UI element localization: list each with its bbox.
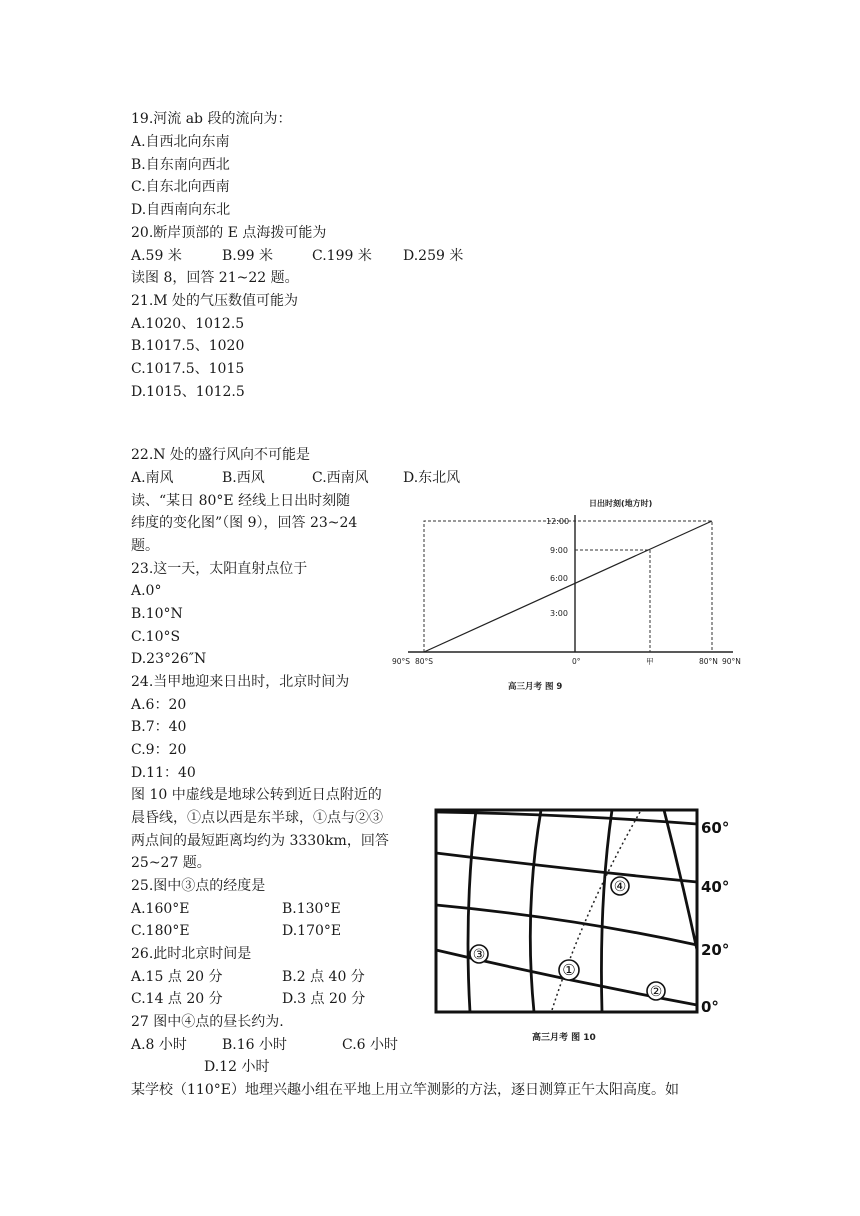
fig10-point-4-label: ④ <box>613 879 627 895</box>
q26-option-c: C.14 点 20 分 <box>131 991 223 1007</box>
q23-stem: 23.这一天，太阳直射点位于 <box>131 561 308 577</box>
intro-fig10-line1: 图 10 中虚线是地球公转到近日点附近的 <box>131 787 382 803</box>
intro-fig10-line4: 25~27 题。 <box>131 855 211 871</box>
intro-fig10-line2: 晨昏线，①点以西是东半球，①点与②③ <box>131 810 383 826</box>
fig9-x-tick: 0° <box>572 657 581 666</box>
q27-option-a: A.8 小时 <box>131 1037 187 1053</box>
fig10-meridian <box>530 810 541 1012</box>
q27-option-b: B.16 小时 <box>222 1037 288 1053</box>
q20-stem: 20.断岸顶部的 E 点海拨可能为 <box>131 225 327 241</box>
fig10-meridian <box>601 810 612 1012</box>
q19-option-d: D.自西南向东北 <box>131 202 231 218</box>
q25-option-a: A.160°E <box>131 901 190 917</box>
q22-option-d: D.东北风 <box>403 470 461 486</box>
fig10-caption: 高三月考 图 10 <box>532 1033 596 1043</box>
q24-option-b: B.7：40 <box>131 719 187 735</box>
fig10-lat-label: 0° <box>701 998 719 1016</box>
q22-option-a: A.南风 <box>131 470 174 486</box>
q22-stem: 22.N 处的盛行风向不可能是 <box>131 447 310 463</box>
figure-10 <box>414 800 750 1056</box>
q23-option-a: A.0° <box>131 583 162 599</box>
fig10-point-3-label: ③ <box>472 947 486 963</box>
intro-fig10-line3: 两点间的最短距离均约为 3330km，回答 <box>131 833 389 849</box>
q23-option-b: B.10°N <box>131 606 183 622</box>
fig9-y-tick: 9:00 <box>550 546 568 555</box>
q24-option-c: C.9：20 <box>131 742 187 758</box>
q26-option-d: D.3 点 20 分 <box>282 991 366 1007</box>
q24-option-d: D.11：40 <box>131 765 196 781</box>
q27-option-c: C.6 小时 <box>342 1037 399 1053</box>
q25-option-c: C.180°E <box>131 923 190 939</box>
intro-fig8: 读图 8，回答 21~22 题。 <box>131 270 299 286</box>
fig10-lat-label: 20° <box>701 941 730 959</box>
q23-option-c: C.10°S <box>131 629 181 645</box>
q21-option-c: C.1017.5、1015 <box>131 361 245 377</box>
q24-option-a: A.6：20 <box>131 697 187 713</box>
fig10-point-1-label: ① <box>562 961 576 979</box>
q21-option-b: B.1017.5、1020 <box>131 338 245 354</box>
figure-9 <box>388 495 752 695</box>
q27-option-d: D.12 小时 <box>204 1059 270 1075</box>
intro-fig9-line1: 读、“某日 80°E 经线上日出时刻随 <box>131 493 351 509</box>
fig9-y-tick: 12:00 <box>546 517 570 526</box>
fig10-meridian <box>468 810 476 1012</box>
fig9-jia-guide <box>575 550 650 652</box>
q21-option-d: D.1015、1012.5 <box>131 384 245 400</box>
fig9-sunrise-line <box>424 521 712 652</box>
q20-option-c: C.199 米 <box>312 248 372 264</box>
fig10-terminator <box>552 812 640 1010</box>
q26-stem: 26.此时北京时间是 <box>131 946 252 962</box>
tail-paragraph: 某学校（110°E）地理兴趣小组在平地上用立竿测影的方法，逐日测算正午太阳高度。如 <box>131 1082 679 1098</box>
q19-option-b: B.自东南向西北 <box>131 157 230 173</box>
fig9-x-tick: 80°S <box>415 657 434 666</box>
q20-option-a: A.59 米 <box>131 248 182 264</box>
fig9-caption: 高三月考 图 9 <box>508 682 563 692</box>
fig10-latitude-20 <box>436 905 697 945</box>
fig10-latitude-40 <box>436 853 697 882</box>
q21-option-a: A.1020、1012.5 <box>131 316 245 332</box>
fig9-y-tick: 6:00 <box>550 574 568 583</box>
fig10-lat-label: 60° <box>701 819 730 837</box>
q21-stem: 21.M 处的气压数值可能为 <box>131 293 299 309</box>
q20-option-b: B.99 米 <box>222 248 274 264</box>
q25-stem: 25.图中③点的经度是 <box>131 878 266 894</box>
q26-option-b: B.2 点 40 分 <box>282 969 365 985</box>
q19-option-c: C.自东北向西南 <box>131 179 230 195</box>
q22-option-b: B.西风 <box>222 470 265 486</box>
intro-fig9-line3: 题。 <box>131 538 159 554</box>
intro-fig9-line2: 纬度的变化图”（图 9），回答 23~24 <box>131 515 358 531</box>
q24-stem: 24.当甲地迎来日出时，北京时间为 <box>131 674 350 690</box>
q26-option-a: A.15 点 20 分 <box>131 969 223 985</box>
fig10-point-2-label: ② <box>649 984 663 1000</box>
q25-option-b: B.130°E <box>282 901 341 917</box>
q19-option-a: A.自西北向东南 <box>131 134 230 150</box>
q20-option-d: D.259 米 <box>403 248 464 264</box>
q25-option-d: D.170°E <box>282 923 342 939</box>
fig10-lat-label: 40° <box>701 878 730 896</box>
fig9-x-tick: 甲 <box>646 657 654 666</box>
q22-option-c: C.西南风 <box>312 470 369 486</box>
fig9-y-tick: 3:00 <box>550 609 568 618</box>
q19-stem: 19.河流 ab 段的流向为： <box>131 111 292 127</box>
fig9-y-title: 日出时刻(地方时) <box>589 499 653 508</box>
q27-stem: 27 图中④点的昼长约为. <box>131 1014 284 1030</box>
q23-option-d: D.23°26″N <box>131 651 207 667</box>
fig9-x-tick: 90°N <box>722 657 741 666</box>
fig9-x-tick: 80°N <box>699 657 718 666</box>
fig9-x-tick: 90°S <box>392 657 411 666</box>
